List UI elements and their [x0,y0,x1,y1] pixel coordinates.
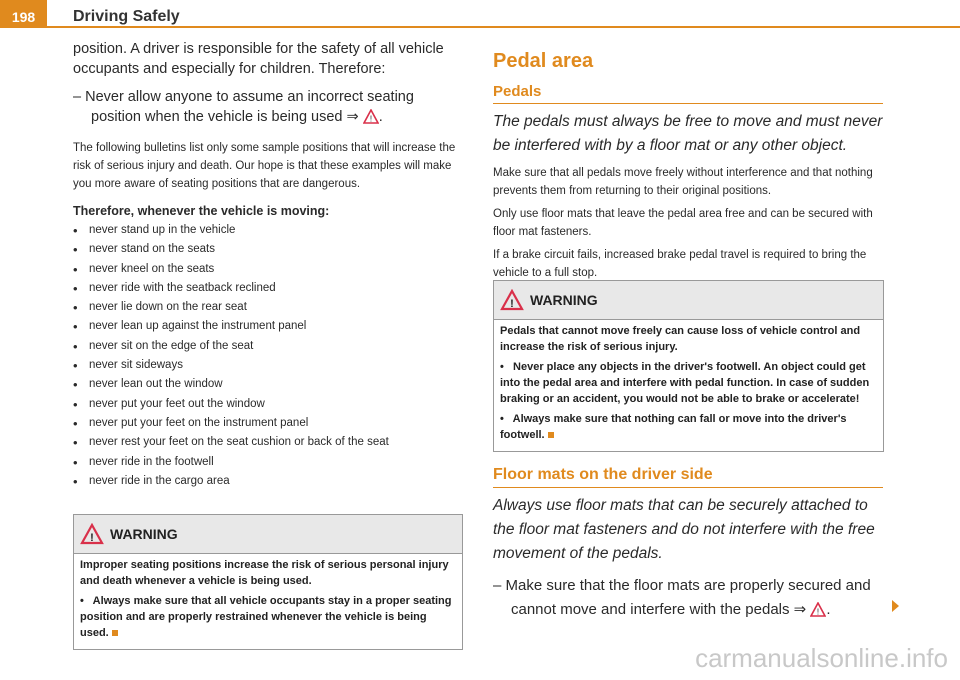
dash-item: – Never allow anyone to assume an incorrect seating position when the vehicle is being used ⇒ ! . [73,89,414,125]
page-number: 198 [0,0,47,28]
list-item: • never lie down on the rear seat [73,298,465,317]
warning-triangle-icon[interactable] [810,602,826,617]
paragraph: If a brake circuit fails, increased brake pedal travel is required to bring the vehicle to a full stop. [493,249,867,279]
continue-arrow-icon [892,600,900,612]
subsection-heading: Floor mats on the driver side [493,466,883,488]
warning-bullet: • Always make sure that all vehicle occupants stay in a proper seating position and are properly restrained whenever the vehicle is being used. [80,595,452,639]
svg-text:!: ! [369,114,372,123]
floor-mats-section [493,466,883,622]
warning-box-pedals [493,280,884,452]
list-item: • never kneel on the seats [73,260,465,279]
warning-lead: Pedals that cannot move freely can cause loss of vehicle control and increase the risk of serious injury. [500,325,861,353]
warning-bullet: • Always make sure that nothing can fall or move into the driver's footwell. [500,413,847,441]
intro-italic: Always use floor mats that can be securely attached to the floor mat fasteners and do not interfere with the free movement of the pedals. [493,497,875,562]
warning-title: WARNING [110,526,178,542]
intro-italic: The pedals must always be free to move and must never be interfered with by a floor mat or any other object. [493,113,883,154]
paragraph: Only use floor mats that leave the pedal area free and can be secured with floor mat fasteners. [493,208,873,238]
warning-bullet-text: Never place any objects in the driver's footwell. An object could get into the pedal area and interfere with pedal function. In case of sudden braking or an accident, you would not be able to brake or accelerate! [500,361,870,405]
subheading: Therefore, whenever the vehicle is moving: [73,204,330,218]
list-item: • never ride in the footwell [73,453,465,472]
watermark: carmanualsonline.info [695,643,948,673]
left-column [73,40,465,491]
page-title: Driving Safely [73,8,180,25]
dash-item: – Make sure that the floor mats are properly secured and cannot move and interfere with the pedals ⇒ ! . [493,577,871,618]
right-column [493,50,883,282]
end-marker-icon [112,630,118,636]
list-item: • never put your feet on the instrument panel [73,414,465,433]
list-item: • never sit sideways [73,356,465,375]
warning-bullet-text: Always make sure that all vehicle occupants stay in a proper seating position and are properly restrained whenever the vehicle is being used. [80,595,452,639]
list-item: • never stand on the seats [73,240,465,259]
note-paragraph: The following bulletins list only some sample positions that will increase the risk of serious injury and death. Our hope is that these examples will make you more aware of seating positions that are dangerous. [73,142,456,190]
warning-box-seating [73,514,463,650]
warning-bullet: • Never place any objects in the driver's footwell. An object could get into the pedal area and interfere with pedal function. In case of sudden braking or an accident, you would not be able to brake or accelerate! [500,361,870,405]
warning-triangle-icon[interactable] [363,109,379,124]
bullet-list [73,221,465,491]
svg-text:!: ! [510,298,514,310]
end-marker-icon [548,432,554,438]
list-item: • never put your feet out the window [73,395,465,414]
dash-text: Make sure that the floor mats are properly secured and cannot move and interfere with the pedals ⇒ [505,577,871,618]
list-item: • never lean up against the instrument panel [73,317,465,336]
list-item: • never sit on the edge of the seat [73,337,465,356]
list-item: • never rest your feet on the seat cushion or back of the seat [73,433,465,452]
subsection-heading: Pedals [493,83,883,104]
list-item: • never stand up in the vehicle [73,221,465,240]
dash-text: Never allow anyone to assume an incorrect seating position when the vehicle is being used ⇒ [85,89,414,125]
intro-paragraph: position. A driver is responsible for the safety of all vehicle occupants and especially for children. Therefore: [73,41,444,77]
svg-text:!: ! [817,607,820,617]
warning-triangle-icon [80,523,104,545]
list-item: • never lean out the window [73,375,465,394]
warning-title: WARNING [530,292,598,308]
warning-bullet-text: Always make sure that nothing can fall or move into the driver's footwell. [500,413,847,441]
svg-text:!: ! [90,532,94,544]
paragraph: Make sure that all pedals move freely without interference and that nothing prevents them from returning to their original positions. [493,167,873,197]
warning-lead: Improper seating positions increase the risk of serious personal injury and death whenever a vehicle is being used. [80,559,449,587]
list-item: • never ride with the seatback reclined [73,279,465,298]
warning-triangle-icon [500,289,524,311]
list-item: • never ride in the cargo area [73,472,465,491]
header-rule [47,26,960,28]
section-heading: Pedal area [493,50,594,72]
